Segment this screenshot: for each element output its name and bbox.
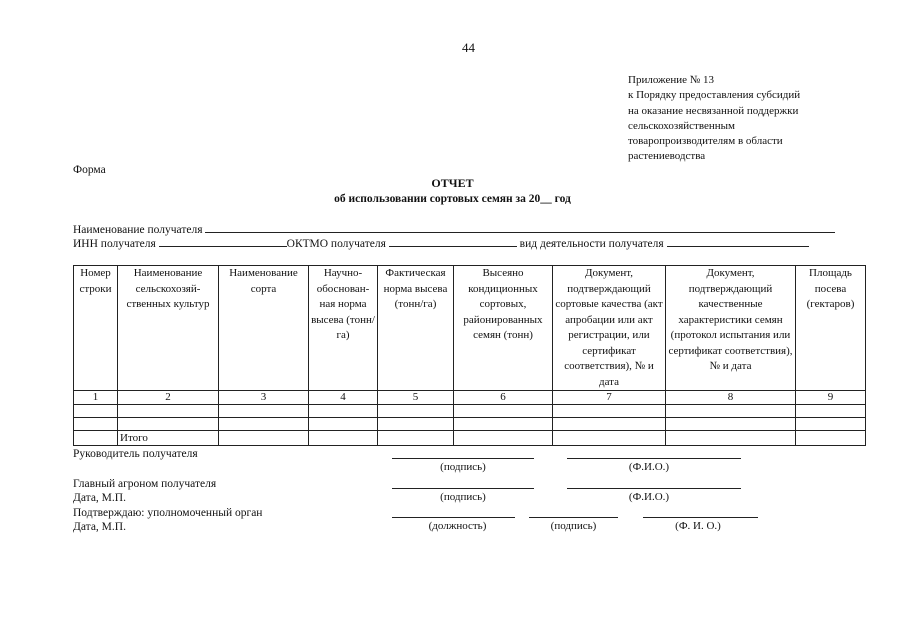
recipient-name-label: Наименование получателя [73,224,203,236]
column-number: 9 [796,391,866,405]
activity-field[interactable] [667,236,809,247]
table-cell[interactable] [118,405,219,418]
table-cell[interactable] [219,405,309,418]
header-quality-document: Документ, подтверждающий качественные характеристики семян (протокол испытания или сертификат соответствия), № и дата [666,266,796,391]
fio-caption: (Ф.И.О.) [628,491,670,503]
column-number: 3 [219,391,309,405]
appendix-line: растениеводства [628,150,706,163]
table-cell[interactable] [378,405,454,418]
table-cell[interactable] [74,418,118,431]
header-scientific-rate: Научно-обоснован-ная норма высева (тонн/га) [309,266,378,391]
table-cell[interactable] [219,431,309,446]
table-cell[interactable] [553,418,666,431]
header-crops: Наименование сельскохозяй-ственных культур [118,266,219,391]
column-number: 5 [378,391,454,405]
fio-caption: (Ф. И. О.) [675,520,721,532]
table-cell[interactable] [454,431,553,446]
table-cell[interactable] [118,418,219,431]
table-cell[interactable] [378,431,454,446]
form-label: Форма [73,164,106,176]
column-number: 4 [309,391,378,405]
total-label: Итого [118,431,219,446]
table-cell[interactable] [454,418,553,431]
confirm-signature-line[interactable] [529,517,618,518]
report-title: ОТЧЕТ [431,176,474,190]
signature-caption: (подпись) [440,491,486,503]
table-cell[interactable] [309,431,378,446]
total-row [74,431,866,446]
position-line[interactable] [392,517,515,518]
table-cell[interactable] [309,418,378,431]
head-label: Руководитель получателя [73,448,198,460]
table-cell[interactable] [74,431,118,446]
column-number-row [74,391,866,405]
header-variety-document: Документ, подтверждающий сортовые качества (акт апробации или акт регистрации, или сертификат соответствия), № и дата [553,266,666,391]
table-cell[interactable] [378,418,454,431]
header-variety: Наименование сорта [219,266,309,391]
table-cell[interactable] [454,405,553,418]
agronomist-label: Главный агроном получателя [73,478,217,490]
recipient-name-field[interactable] [205,222,835,233]
head-signature-line[interactable] [392,458,534,459]
table-cell[interactable] [796,405,866,418]
column-number: 7 [553,391,666,405]
column-number: 8 [666,391,796,405]
appendix-line: Приложение № 13 [628,74,715,86]
appendix-block [628,73,858,165]
date-mp-label: Дата, М.П. [73,521,126,533]
header-area: Площадь посева (гектаров) [796,266,866,391]
appendix-line: на оказание несвязанной поддержки [628,104,799,117]
position-caption: (должность) [428,520,487,532]
table-cell[interactable] [74,405,118,418]
table-header-row [74,266,866,391]
table-cell[interactable] [553,405,666,418]
date-mp-label: Дата, М.П. [73,492,126,504]
report-table [73,265,866,446]
table-cell[interactable] [796,431,866,446]
table-cell[interactable] [666,418,796,431]
inn-label: ИНН получателя [73,238,156,250]
confirm-label: Подтверждаю: уполномоченный орган [73,507,263,519]
report-subtitle: об использовании сортовых семян за 20__ год [334,193,571,205]
signature-caption: (подпись) [550,520,597,532]
activity-label: вид деятельности получателя [519,238,664,250]
header-row-number: Номер строки [74,266,118,391]
appendix-line: сельскохозяйственным [628,119,735,132]
column-number: 6 [454,391,553,405]
table-row [74,405,866,418]
table-cell[interactable] [309,405,378,418]
head-fio-line[interactable] [567,458,741,459]
header-sown-seeds: Высеяно кондиционных сортовых, районированных семян (тонн) [454,266,553,391]
table-cell[interactable] [796,418,866,431]
confirm-fio-line[interactable] [643,517,758,518]
inn-row [73,236,809,251]
page-number: 44 [462,40,475,55]
table-row [74,418,866,431]
table-cell[interactable] [219,418,309,431]
inn-field[interactable] [159,236,287,247]
oktmo-field[interactable] [389,236,517,247]
table-cell[interactable] [666,431,796,446]
signature-caption: (подпись) [440,461,486,473]
appendix-line: к Порядку предоставления субсидий [628,89,801,102]
column-number: 2 [118,391,219,405]
oktmo-label: ОКТМО получателя [286,238,386,250]
agronomist-fio-line[interactable] [567,488,741,489]
fio-caption: (Ф.И.О.) [628,461,670,473]
agronomist-signature-line[interactable] [392,488,534,489]
appendix-line: товаропроизводителям в области [628,135,783,148]
table-cell[interactable] [553,431,666,446]
column-number: 1 [74,391,118,405]
table-cell[interactable] [666,405,796,418]
header-actual-rate: Фактическая норма высева (тонн/га) [378,266,454,391]
